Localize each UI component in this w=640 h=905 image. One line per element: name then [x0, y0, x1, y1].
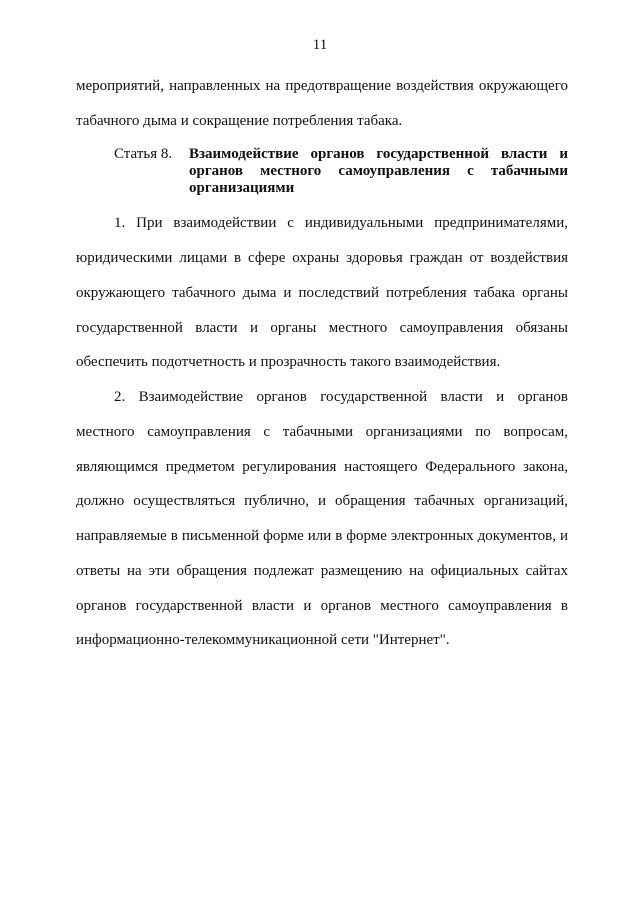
paragraph2-line-6: ответы на эти обращения подлежат размещению на официальных сайтах [76, 563, 568, 579]
article-title-line-3: организациями [189, 180, 295, 196]
paragraph2-line-4: должно осуществляться публично, и обращения табачных организаций, [76, 493, 568, 509]
paragraph1-line-3: окружающего табачного дыма и последствий потребления табака органы [76, 285, 568, 301]
intro-line-2: табачного дыма и сокращение потребления табака. [76, 113, 403, 129]
paragraph1-line-5: обеспечить подотчетность и прозрачность такого взаимодействия. [76, 354, 501, 370]
paragraph2-line-8: информационно-телекоммуникационной сети "Интернет". [76, 632, 450, 648]
paragraph2-line-3: являющимся предметом регулирования настоящего Федерального закона, [76, 459, 568, 475]
page-number: 11 [312, 37, 328, 53]
article-label: Статья 8. [114, 146, 173, 162]
paragraph2-line-1: 2. Взаимодействие органов государственной власти и органов [114, 389, 568, 405]
intro-line-1: мероприятий, направленных на предотвращение воздействия окружающего [76, 78, 568, 94]
paragraph2-line-7: органов государственной власти и органов местного самоуправления в [76, 598, 568, 614]
paragraph1-line-1: 1. При взаимодействии с индивидуальными предпринимателями, [114, 215, 568, 231]
paragraph2-line-2: местного самоуправления с табачными организациями по вопросам, [76, 424, 568, 440]
paragraph2-line-5: направляемые в письменной форме или в форме электронных документов, и [76, 528, 568, 544]
paragraph1-line-2: юридическими лицами в сфере охраны здоровья граждан от воздействия [76, 250, 568, 266]
article-title-line-1: Взаимодействие органов государственной власти и [189, 146, 568, 162]
article-title-line-2: органов местного самоуправления с табачными [189, 163, 568, 179]
paragraph1-line-4: государственной власти и органы местного самоуправления обязаны [76, 320, 568, 336]
